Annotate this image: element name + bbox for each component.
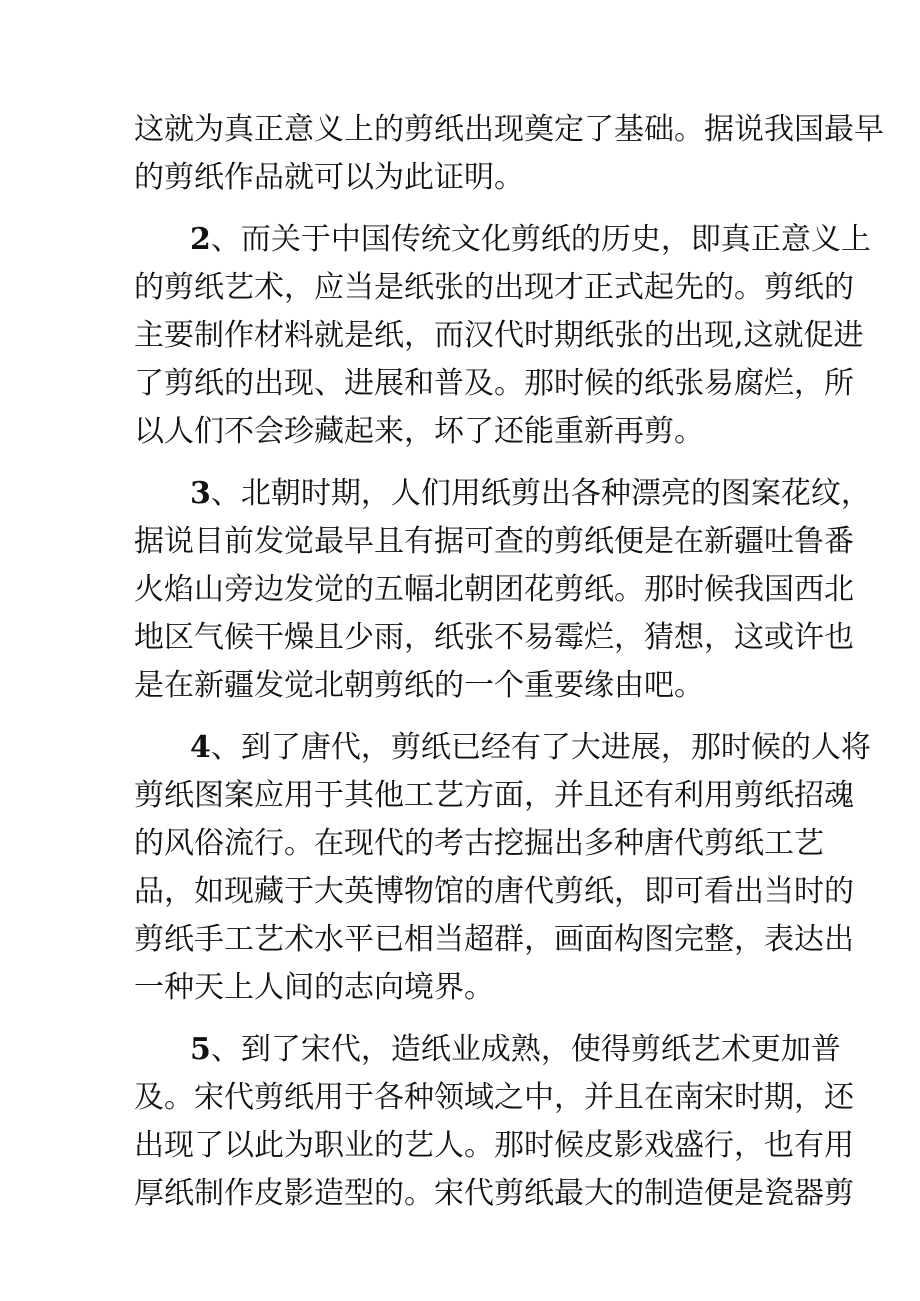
text-line: 以人们不会珍藏起来，坏了还能重新再剪。 (134, 414, 704, 449)
paragraph-2 (134, 216, 871, 456)
paragraph-number: 2 (190, 222, 211, 257)
paragraph-number: 4 (190, 730, 211, 765)
text-line: 剪纸手工艺术水平已相当超群，画面构图完整，表达出 (134, 922, 854, 957)
paragraph-5 (134, 1026, 854, 1218)
text-line: 品，如现藏于大英博物馆的唐代剪纸，即可看出当时的 (134, 874, 854, 909)
text-line: 是在新疆发觉北朝剪纸的一个重要缘由吧。 (134, 668, 704, 703)
text-line: 的剪纸作品就可以为此证明。 (134, 160, 524, 195)
text-line: 厚纸制作皮影造型的。宋代剪纸最大的制造便是瓷器剪 (134, 1176, 854, 1211)
paragraph-first-line (134, 470, 871, 518)
text-segment: 、到了宋代，造纸业成熟，使得剪纸艺术更加普 (210, 1032, 841, 1067)
text-segment: 、而关于中国传统文化剪纸的历史，即真正意义上 (210, 222, 871, 257)
text-line: 主要制作材料就是纸，而汉代时期纸张的出现,这就促进 (134, 318, 864, 353)
paragraph-first-line (134, 724, 871, 772)
text-line: 这就为真正意义上的剪纸出现奠定了基础。据说我国最早 (134, 112, 884, 147)
paragraph-intro (134, 106, 884, 202)
text-line: 及。宋代剪纸用于各种领域之中，并且在南宋时期，还 (134, 1080, 854, 1115)
text-line: 出现了以此为职业的艺人。那时候皮影戏盛行，也有用 (134, 1128, 854, 1163)
paragraph-number: 3 (190, 476, 211, 511)
text-line: 一种天上人间的志向境界。 (134, 970, 494, 1005)
text-line: 据说目前发觉最早且有据可查的剪纸便是在新疆吐鲁番 (134, 524, 854, 559)
text-line: 的剪纸艺术，应当是纸张的出现才正式起先的。剪纸的 (134, 270, 854, 305)
text-segment: 、北朝时期，人们用纸剪出各种漂亮的图案花纹， (210, 476, 871, 511)
paragraph-number: 5 (190, 1032, 211, 1067)
document-body (134, 106, 884, 1218)
text-line: 地区气候干燥且少雨，纸张不易霉烂，猜想，这或许也 (134, 620, 854, 655)
paragraph-3 (134, 470, 871, 710)
text-segment: 、到了唐代，剪纸已经有了大进展，那时候的人将 (210, 730, 871, 765)
paragraph-first-line (134, 216, 871, 264)
paragraph-first-line (134, 1026, 841, 1074)
text-line: 剪纸图案应用于其他工艺方面，并且还有利用剪纸招魂 (134, 778, 854, 813)
paragraph-4 (134, 724, 871, 1012)
text-line: 的风俗流行。在现代的考古挖掘出多种唐代剪纸工艺 (134, 826, 824, 861)
text-line: 了剪纸的出现、进展和普及。那时候的纸张易腐烂，所 (134, 366, 854, 401)
text-line: 火焰山旁边发觉的五幅北朝团花剪纸。那时候我国西北 (134, 572, 854, 607)
